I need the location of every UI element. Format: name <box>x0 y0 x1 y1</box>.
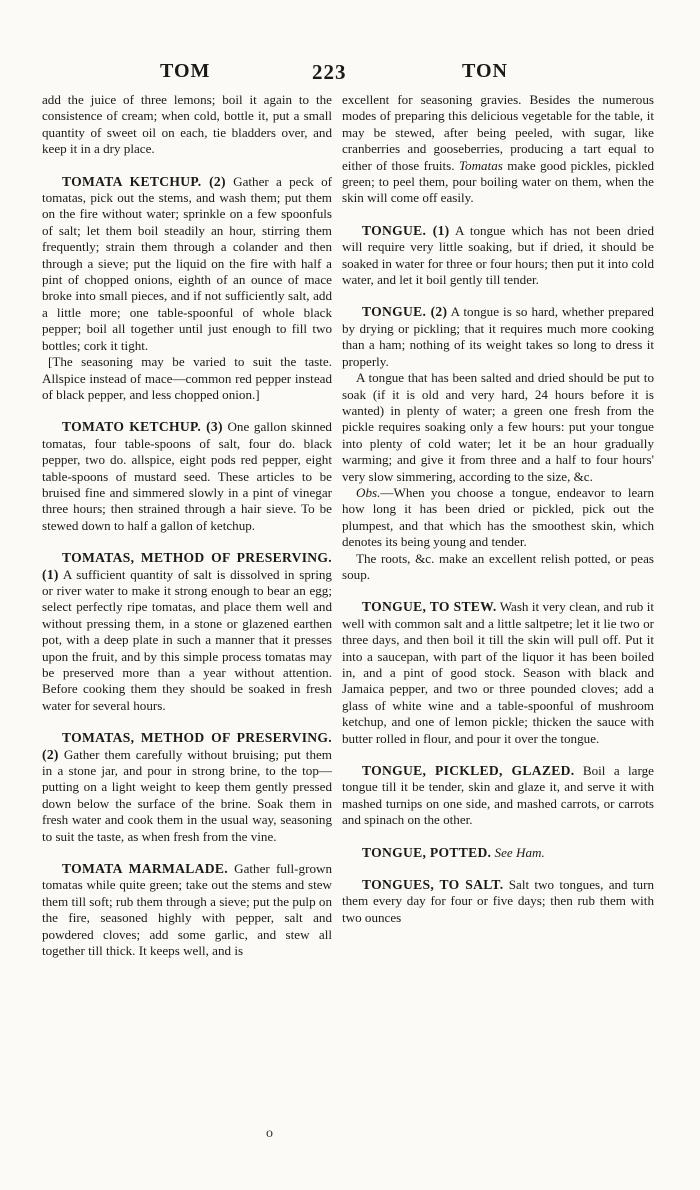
cross-reference: See Ham. <box>494 844 545 860</box>
entry-heading: TOMATA MARMALADE. <box>62 861 228 877</box>
entry-body: Gather full-grown tomatas while quite green; take out the stems and stew them till soft; rub them through a sieve; put the pulp on the fire, seasoned highly with pepper, salt and powdered cloves; add some garlic, and stew all together till thick. It keeps well, and is <box>42 861 332 959</box>
entry-body: Salt two tongues, and turn them every day for four or five days; then rub them with two ounces <box>342 877 655 925</box>
entry-tomata-ketchup-2 <box>42 174 332 354</box>
page-number: 223 <box>312 60 347 84</box>
entry-heading: TOMATO KETCHUP. (3) <box>62 419 223 435</box>
running-header <box>0 52 700 92</box>
entry-heading: TONGUE. (2) <box>362 304 448 320</box>
continuation-text: excellent for seasoning gravies. Besides the numerous modes of preparing this delicious vegetable for the table, it may be stewed, after being peeled, with sugar, like cranberries and gooseberries, producing a tart equal to either of those fruits. <box>342 92 654 173</box>
entry-heading: TONGUE, PICKLED, GLAZED. <box>362 763 575 779</box>
entry-tomato-ketchup-3 <box>42 419 332 534</box>
entry-subparagraph: A tongue that has been salted and dried should be put to soak (if it is old and very hard, 24 hours before it is wanted) in plenty of water; a green one fresh from the pickle requires soaking only a few hours: put your tongue into plenty of cold water; let it be an hour gradually warming; and give it from three and a half to four hours' very slow simmering, according to the size, &c. <box>342 370 654 484</box>
roots-note: The roots, &c. make an excellent relish potted, or peas soup. <box>342 550 654 582</box>
entry-heading: TOMATAS, METHOD OF PRESERVING. (1) <box>42 550 332 582</box>
entry-heading: TONGUES, TO SALT. <box>362 877 504 893</box>
entry-tongue-1 <box>342 223 654 289</box>
entry-heading: TOMATAS, METHOD OF PRESERVING. (2) <box>42 730 332 762</box>
entry-heading: TONGUE. (1) <box>362 222 450 238</box>
paragraph-continuation <box>342 92 654 207</box>
entry-heading: TONGUE, POTTED. <box>362 844 492 860</box>
entry-tomatas-preserving-2 <box>42 730 332 845</box>
entry-tongue-pickled-glazed <box>342 763 654 829</box>
entry-body: A tongue is so hard, whether prepared by drying or pickling; that it requires much more cooking than a ham; nothing of its weight takes so long to dress it properly. <box>342 304 654 369</box>
entry-tongues-salt <box>342 877 654 926</box>
entry-tongue-potted <box>342 845 654 861</box>
entry-heading: TONGUE, TO STEW. <box>362 599 497 615</box>
obs-label: Obs. <box>356 484 381 500</box>
header-right-word: TON <box>462 60 508 82</box>
entry-tongue-stew <box>342 599 654 747</box>
italic-word: Tomatas <box>458 157 503 173</box>
continuation-tail: make good pickles, pickled green; to peel them, pour boiling water on them, when the skin will come off easily. <box>342 157 654 206</box>
observation-paragraph <box>342 485 654 551</box>
entry-tongue-2 <box>342 304 654 370</box>
entry-body: Boil a large tongue till it be tender, skin and glaze it, and serve it with mashed turnips on one side, and mashed carrots, or carrots and spinach on the other. <box>342 763 654 828</box>
obs-text: —When you choose a tongue, endeavor to learn how long it has been dried or pickled, pick out the plumpest, and that which has the smoothest skin, which denotes its being young and tender. <box>342 484 654 550</box>
right-column <box>342 92 654 926</box>
entry-tomatas-preserving-1 <box>42 550 332 714</box>
left-column <box>42 92 332 960</box>
entry-body: Gather a peck of tomatas, pick out the stems, and wash them; put them on the fire without water; sprinkle on a few spoonfuls of salt; let them boil steadily an hour, stirring them frequently; strain them through a colander and then through a sieve; put the liquid on the fire with half a pint of chopped onions, eighth of an ounce of mace broke into small pieces, and if not sufficiently salt, add a little more; one table-spoonful of whole black pepper; boil all together until just enough to fill two bottles; cork it tight. <box>42 173 332 353</box>
footer-mark: o <box>266 1126 273 1141</box>
entry-body: A tongue which has not been dried will require very little soaking, but if dried, it should be soaked in water for three or four hours; then put it into cold water, and let it boil gently till tender. <box>342 222 654 288</box>
entry-body: One gallon skinned tomatas, four table-spoons of salt, four do. black pepper, two do. allspice, eight pods red pepper, eight table-spoons of mustard seed. These articles to be bruised fine and simmered slowly in a pint of vinegar three hours; then strained through a hair sieve. To be stewed down to half a gallon of ketchup. <box>42 419 332 533</box>
editor-note: [The seasoning may be varied to suit the taste. Allspice instead of mace—common red pepper instead of black pepper, and less chopped onion.] <box>42 354 332 402</box>
entry-body: A sufficient quantity of salt is dissolved in spring or river water to make it strong enough to bear an egg; select perfectly ripe tomatas, and place them well and without pressing them, in a stone or glazened earthen pot, with a deep plate in such a manner that it presses upon the fruit, and by this simple process tomatas may be preserved more than a year without attention. Before cooking them they should be soaked in fresh water for several hours. <box>42 566 332 713</box>
entry-tomata-marmalade <box>42 861 332 959</box>
entry-body: Gather them carefully without bruising; put them in a stone jar, and pour in strong brine, to the top—putting on a light weight to keep them gently pressed down below the surface of the brine. Soak them in fresh water and cook them in the usual way, seasoning to suit the taste, as when fresh from the vine. <box>42 746 332 844</box>
entry-heading: TOMATA KETCHUP. (2) <box>62 173 226 189</box>
entry-body: Wash it very clean, and rub it well with common salt and a little saltpetre; let it lie two or three days, and then boil it till the skin will pull off. Put it into a saucepan, with part of the liquor it has been boiled in, and a pint of good stock. Season with black and Jamaica pepper, and two or three pounded cloves; add a glass of white wine and a table-spoonful of mushroom ketchup, and one of lemon pickle; thicken the sauce with butter rolled in flour, and pour it over the tongue. <box>342 599 654 746</box>
paragraph-continuation: add the juice of three lemons; boil it again to the consistence of cream; when cold, bottle it, put a small quantity of sweet oil on each, tie bladders over, and keep it in a dry place. <box>42 92 332 157</box>
header-left-word: TOM <box>160 60 211 82</box>
